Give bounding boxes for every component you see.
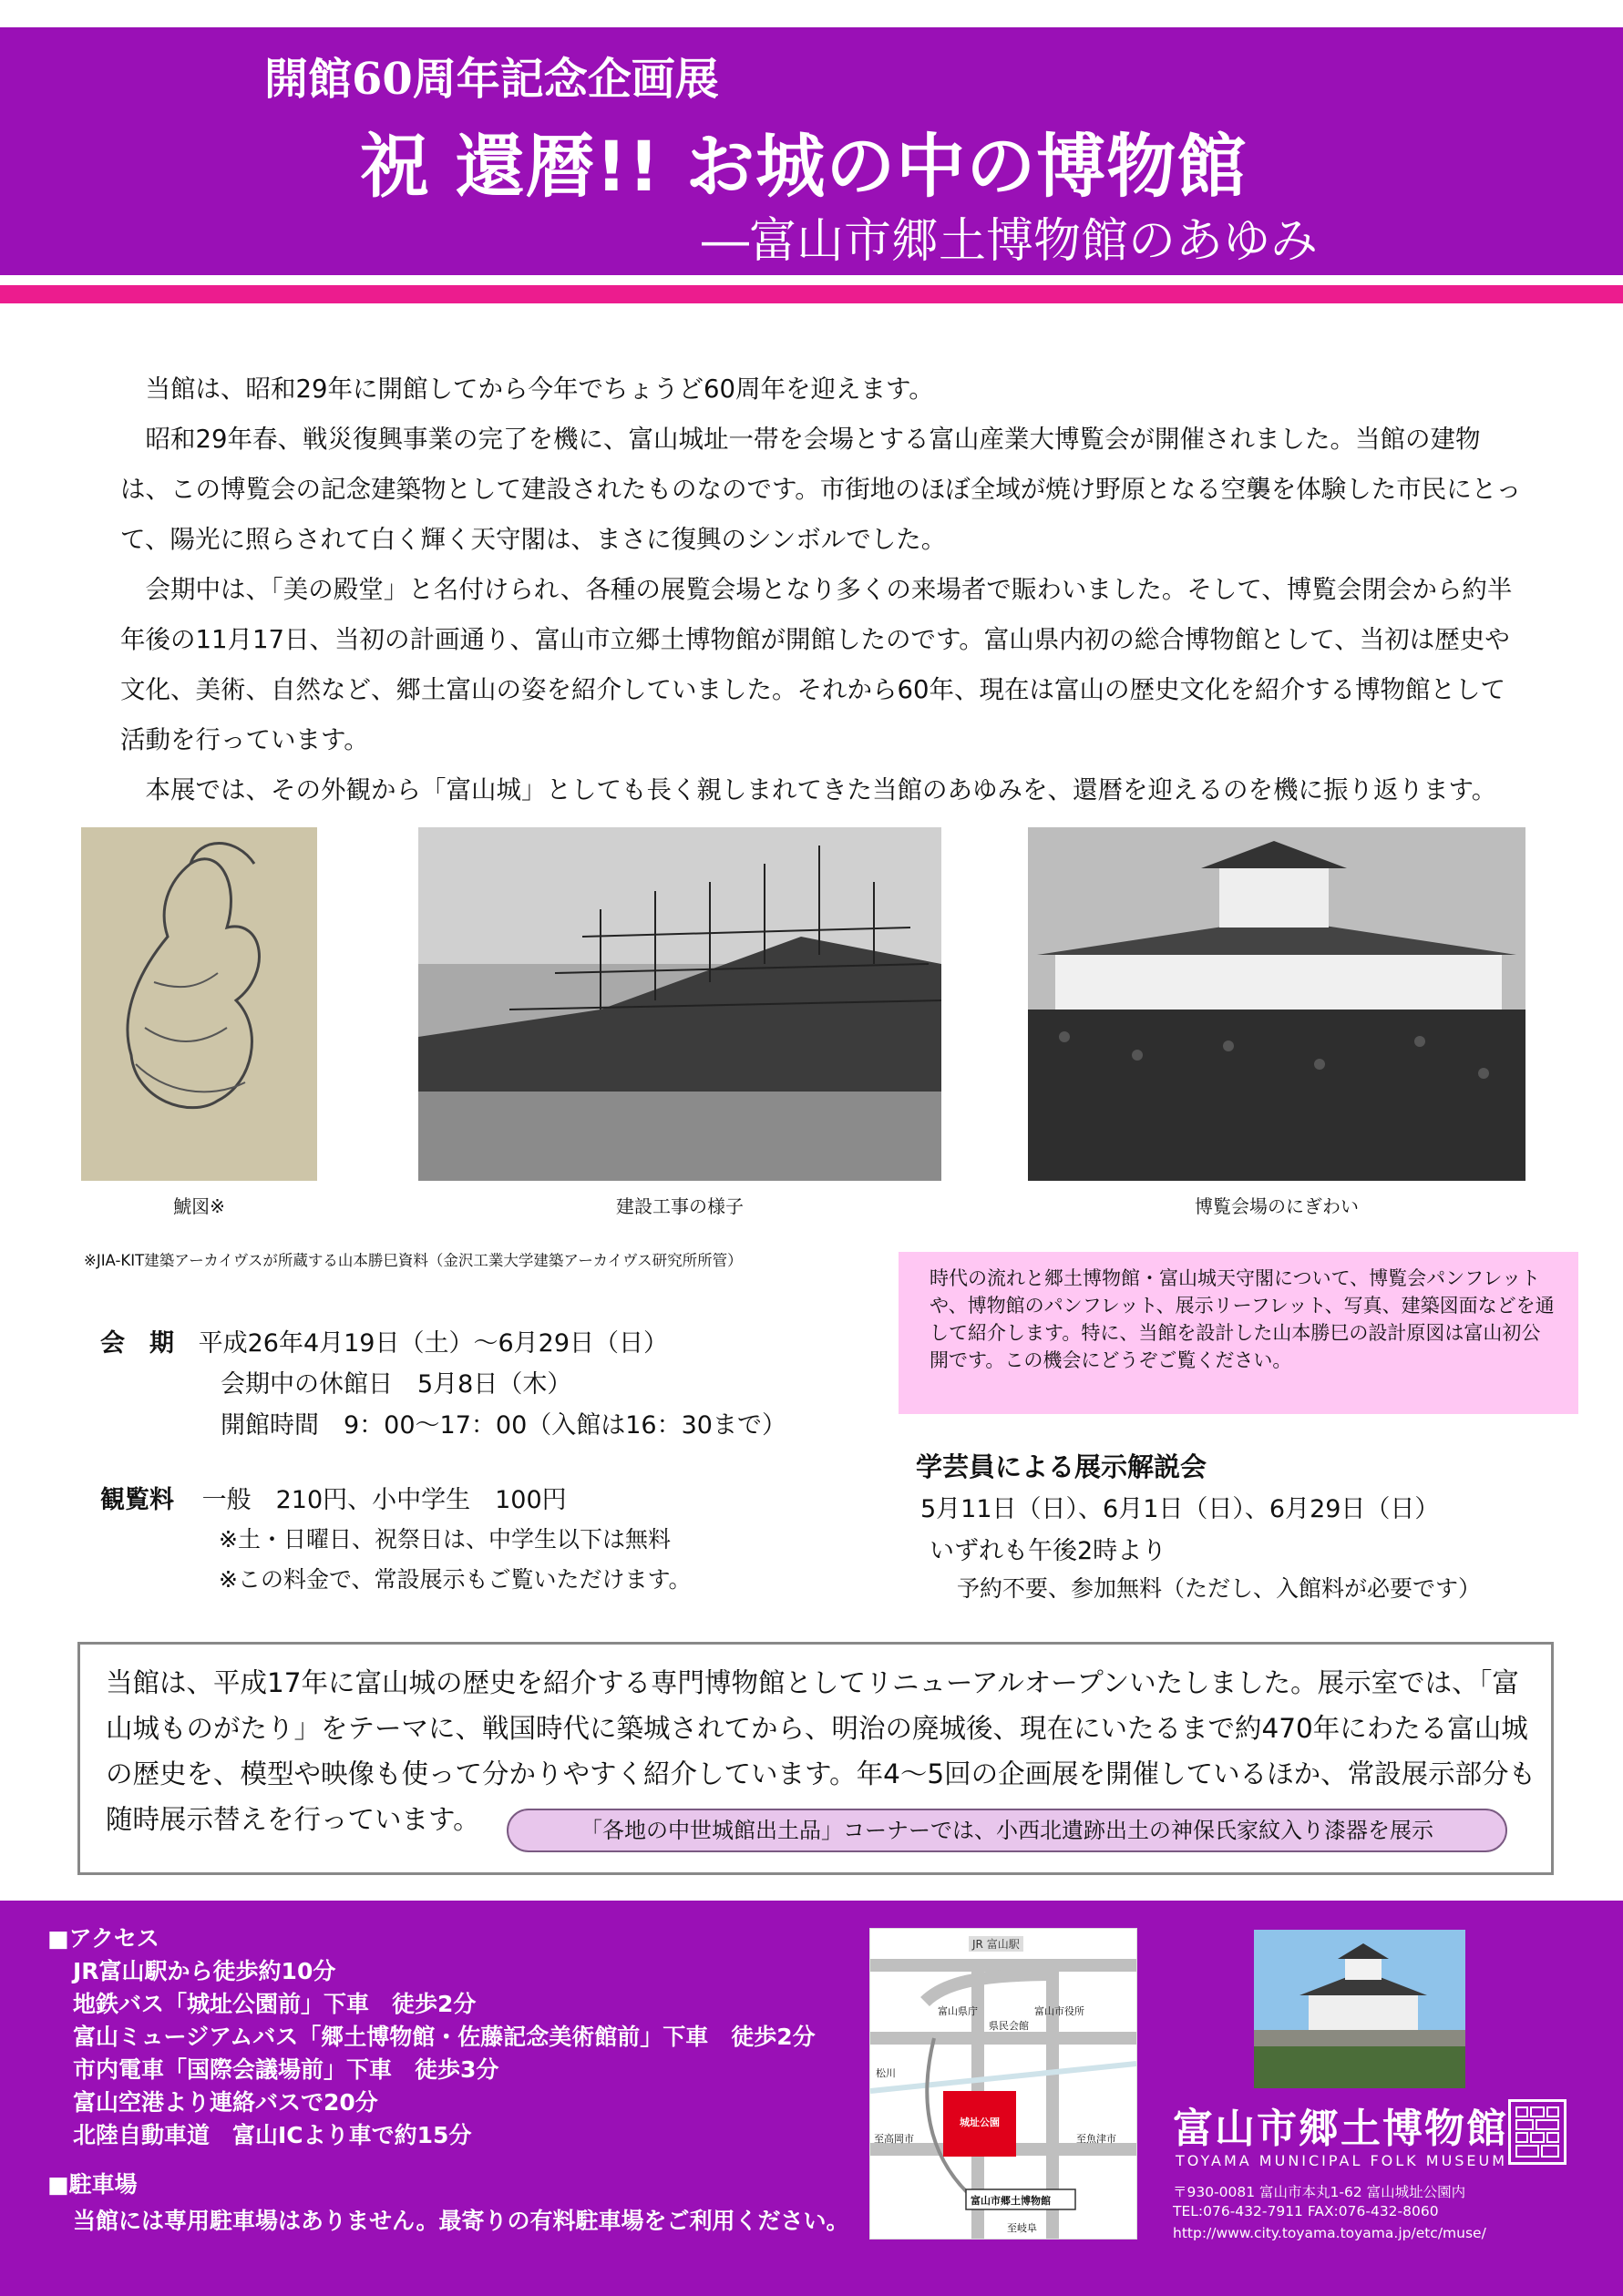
map-label-jr: JR 富山駅 (969, 1936, 1023, 1952)
parking-heading: ■駐車場 (47, 2171, 138, 2198)
intro-paragraph: 会期中は、「美の殿堂」と名付けられ、各種の展覧会場となり多くの来場者で賑わいました。そして、博覧会閉会から約半年後の11月17日、当初の計画通り、富山市立郷土博物館が開館したのです。富山県内初の総合博物館として、当初は歴史や文化、美術、自然など、郷土富山の姿を紹介していました。それから60年、現在は富山の歴史文化を紹介する博物館として活動を行っています。 (120, 575, 1513, 754)
map-label-pref-office: 富山県庁 (938, 2005, 978, 2017)
access-item: 地鉄バス「城址公園前」下車 徒歩2分 (73, 1991, 477, 2017)
access-item: 富山ミュージアムバス「郷土博物館・佐藤記念美術館前」下車 徒歩2分 (73, 2024, 816, 2050)
period-label: 会 期 (100, 1329, 174, 1358)
exhibit-note-text: 時代の流れと郷土博物館・富山城天守閣について、博覧会パンフレットや、博物館のパンフレット、展示リーフレット、写真、建築図面などを通して紹介します。特に、当館を設計した山本勝巳の設計原図は富山初公開です。この機会にどうぞご覧ください。 (930, 1267, 1555, 1371)
archive-note: ※JIA-KIT建築アーカイヴスが所蔵する山本勝巳資料（金沢工業大学建築アーカイヴス研究所所管） (84, 1252, 743, 1269)
map-label-hall: 県民会館 (989, 2020, 1029, 2032)
photo-caption: 建設工事の様子 (616, 1195, 744, 1217)
header-stripe (0, 285, 1623, 303)
map-label-bottom: 至岐阜 (1007, 2222, 1037, 2234)
fee-label: 観覧料 (100, 1486, 174, 1514)
museum-logo-icon (1508, 2099, 1567, 2165)
exhibition-tagline: ―富山市郷土博物館のあゆみ (702, 214, 1319, 269)
exhibition-title: 祝 還暦!! お城の中の博物館 (360, 126, 1248, 207)
lecture-note: 予約不要、参加無料（ただし、入館料が必要です） (957, 1575, 1482, 1602)
opening-hours: 開館時間 9：00～17：00（入館は16：30まで） (221, 1411, 786, 1440)
intro-text (120, 364, 1528, 815)
exhibition-subtitle: 開館60周年記念企画展 (264, 54, 719, 105)
fee-note: ※土・日曜日、祝祭日は、中学生以下は無料 (219, 1526, 671, 1553)
access-item: JR富山駅から徒歩約10分 (73, 1958, 336, 1984)
lecture-dates: 5月11日（日）、6月1日（日）、6月29日（日） (920, 1495, 1440, 1523)
photo-caption: 博覧会場のにぎわい (1195, 1195, 1359, 1217)
photo-caption: 鯱図※ (173, 1195, 225, 1217)
expo-crowd-photo (1028, 827, 1525, 1181)
fee-note: ※この料金で、常設展示もご覧いただけます。 (219, 1566, 692, 1593)
map-label-right: 至魚津市 (1076, 2133, 1116, 2145)
period-value: 平成26年4月19日（土）～6月29日（日） (198, 1329, 669, 1358)
map-label-river: 松川 (876, 2067, 896, 2079)
map-label-park: 城址公園 (960, 2117, 1000, 2128)
highlight-pill: 「各地の中世城館出土品」コーナーでは、小西北遺跡出土の神保氏家紋入り漆器を展示 (507, 1809, 1507, 1852)
closed-day: 会期中の休館日 5月8日（木） (221, 1370, 572, 1399)
access-item: 北陸自動車道 富山ICより車で約15分 (73, 2122, 472, 2148)
construction-photo (418, 827, 941, 1181)
lecture-heading: 学芸員による展示解説会 (916, 1451, 1207, 1482)
museum-name: 富山市郷土博物館 (1173, 2106, 1508, 2152)
museum-info-text: 当館は、平成17年に富山城の歴史を紹介する専門博物館としてリニューアルオープンいたしました。展示室では、「富山城ものがたり」をテーマに、戦国時代に築城されてから、明治の廃城後、現在にいたるまで約470年にわたる富山城の歴史を、模型や映像も使って分かりやすく紹介しています。年4～5回の企画展を開催しているほか、常設展示部分も随時展示替えを行っています。 (106, 1667, 1536, 1835)
access-item: 市内電車「国際会議場前」下車 徒歩3分 (73, 2056, 499, 2083)
map-label-city-office: 富山市役所 (1034, 2005, 1084, 2017)
museum-phone: TEL:076-432-7911 FAX:076-432-8060 (1173, 2203, 1439, 2219)
shachi-drawing-image (81, 827, 317, 1181)
museum-url[interactable]: http://www.city.toyama.toyama.jp/etc/muse/ (1173, 2225, 1486, 2241)
museum-castle-photo (1254, 1930, 1465, 2088)
lecture-time: いずれも午後2時より (930, 1537, 1167, 1565)
access-map (869, 1928, 1137, 2240)
map-label-left: 至高岡市 (874, 2133, 914, 2145)
museum-address: 〒930-0081 富山市本丸1-62 富山城址公園内 (1173, 2184, 1466, 2200)
fee-value: 一般 210円、小中学生 100円 (201, 1486, 567, 1514)
museum-name-en: TOYAMA MUNICIPAL FOLK MUSEUM (1176, 2152, 1508, 2169)
intro-paragraph: 当館は、昭和29年に開館してから今年でちょうど60周年を迎えます。 (145, 374, 934, 404)
access-item: 富山空港より連絡バスで20分 (73, 2089, 378, 2116)
intro-paragraph: 昭和29年春、戦災復興事業の完了を機に、富山城址一帯を会場とする富山産業大博覧会が開催されました。当館の建物は、この博覧会の記念建築物として建設されたものなのです。市街地のほぼ全域が焼け野原となる空襲を体験した市民にとって、陽光に照らされて白く輝く天守閣は、まさに復興のシンボルでした。 (120, 425, 1522, 554)
map-label-museum: 富山市郷土博物館 (971, 2195, 1051, 2207)
parking-text: 当館には専用駐車場はありません。最寄りの有料駐車場をご利用ください。 (73, 2208, 849, 2234)
access-heading: ■アクセス (47, 1925, 159, 1952)
intro-paragraph: 本展では、その外観から「富山城」としても長く親しまれてきた当館のあゆみを、還暦を迎えるのを機に振り返ります。 (145, 775, 1497, 805)
